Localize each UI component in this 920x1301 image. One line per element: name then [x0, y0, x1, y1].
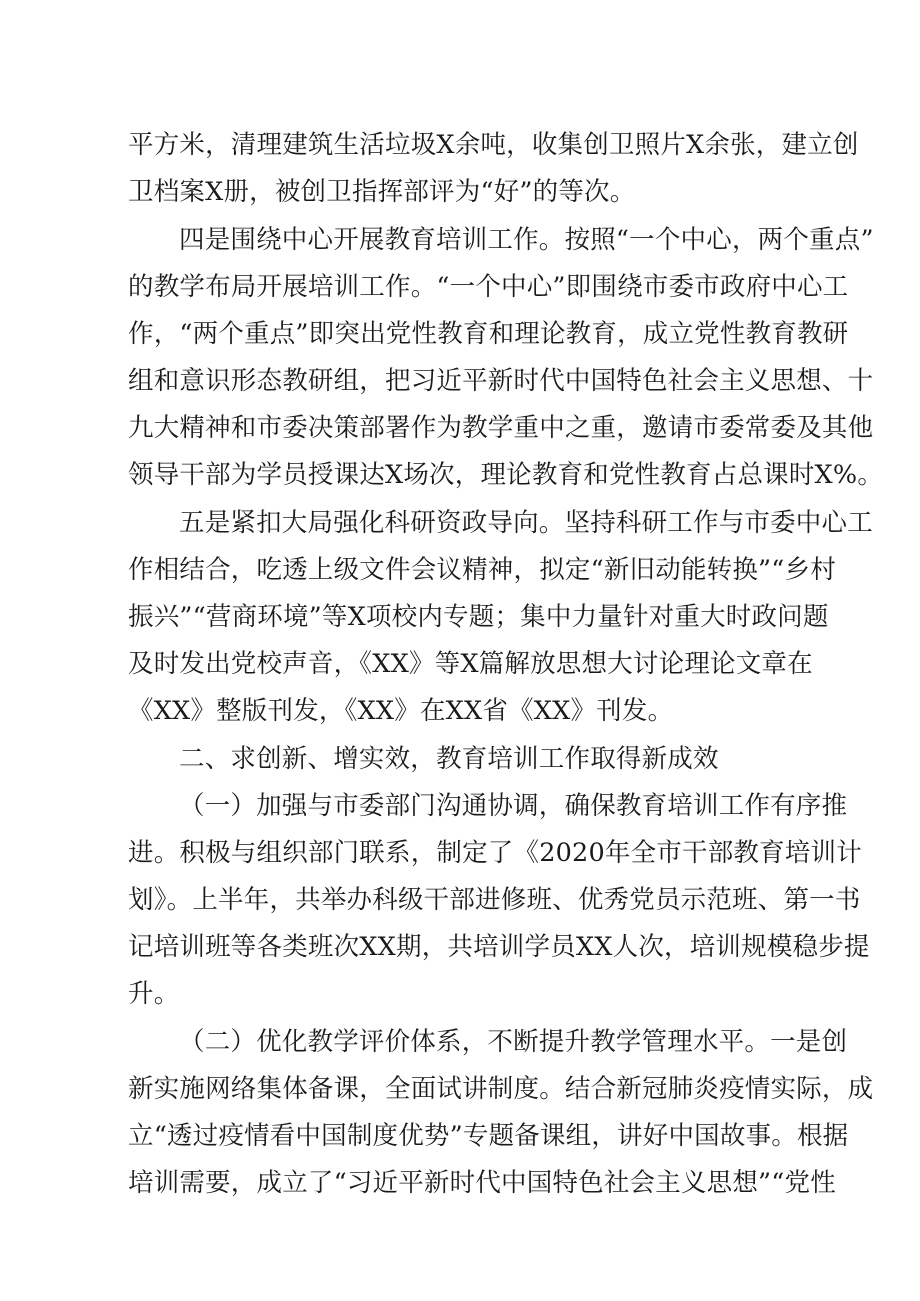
text-line: 培训需要，成立了“习近平新时代中国特色社会主义思想”“党性 — [128, 1168, 836, 1198]
text-line: 立“透过疫情看中国制度优势”专题备课组，讲好中国故事。根据 — [128, 1121, 849, 1151]
paragraph-start: （一）加强与市委部门沟通协调，确保教育培训工作有序推 — [179, 791, 848, 821]
text-line: 记培训班等各类班次XX期，共培训学员XX人次，培训规模稳步提 — [128, 932, 870, 962]
text-line: 领导干部为学员授课达X场次，理论教育和党性教育占总课时X%。 — [128, 460, 884, 490]
text-line: 《XX》整版刊发，《XX》在XX省《XX》刊发。 — [128, 696, 674, 726]
paragraph-start: （二）优化教学评价体系，不断提升教学管理水平。一是创 — [179, 1027, 848, 1057]
text-line: 平方米，清理建筑生活垃圾X余吨，收集创卫照片X余张，建立创 — [128, 130, 859, 160]
text-line: 进。积极与组织部门联系，制定了《2020年全市干部教育培训计 — [128, 838, 862, 868]
section-heading: 二、求创新、增实效，教育培训工作取得新成效 — [179, 744, 719, 774]
text-line: 新实施网络集体备课，全面试讲制度。结合新冠肺炎疫情实际，成 — [128, 1074, 874, 1104]
text-line: 振兴”“营商环境”等X项校内专题；集中力量针对重大时政问题 — [128, 602, 829, 632]
text-line: 组和意识形态教研组，把习近平新时代中国特色社会主义思想、十 — [128, 366, 874, 396]
paragraph-start: 四是围绕中心开展教育培训工作。按照“一个中心，两个重点” — [179, 225, 874, 255]
text-line: 卫档案X册，被创卫指挥部评为“好”的等次。 — [128, 177, 636, 207]
text-line: 的教学布局开展培训工作。“一个中心”即围绕市委市政府中心工 — [128, 272, 849, 302]
text-line: 划》。上半年，共举办科级干部进修班、优秀党员示范班、第一书 — [128, 885, 861, 915]
text-line: 作，“两个重点”即突出党性教育和理论教育，成立党性教育教研 — [128, 319, 849, 349]
text-line: 作相结合，吃透上级文件会议精神，拟定“新旧动能转换”“乡村 — [128, 555, 836, 585]
text-line: 九大精神和市委决策部署作为教学重中之重，邀请市委常委及其他 — [128, 413, 874, 443]
paragraph-start: 五是紧扣大局强化科研资政导向。坚持科研工作与市委中心工 — [179, 508, 873, 538]
text-line: 升。 — [128, 979, 180, 1009]
text-line: 及时发出党校声音，《XX》等X篇解放思想大讨论理论文章在 — [128, 649, 813, 679]
